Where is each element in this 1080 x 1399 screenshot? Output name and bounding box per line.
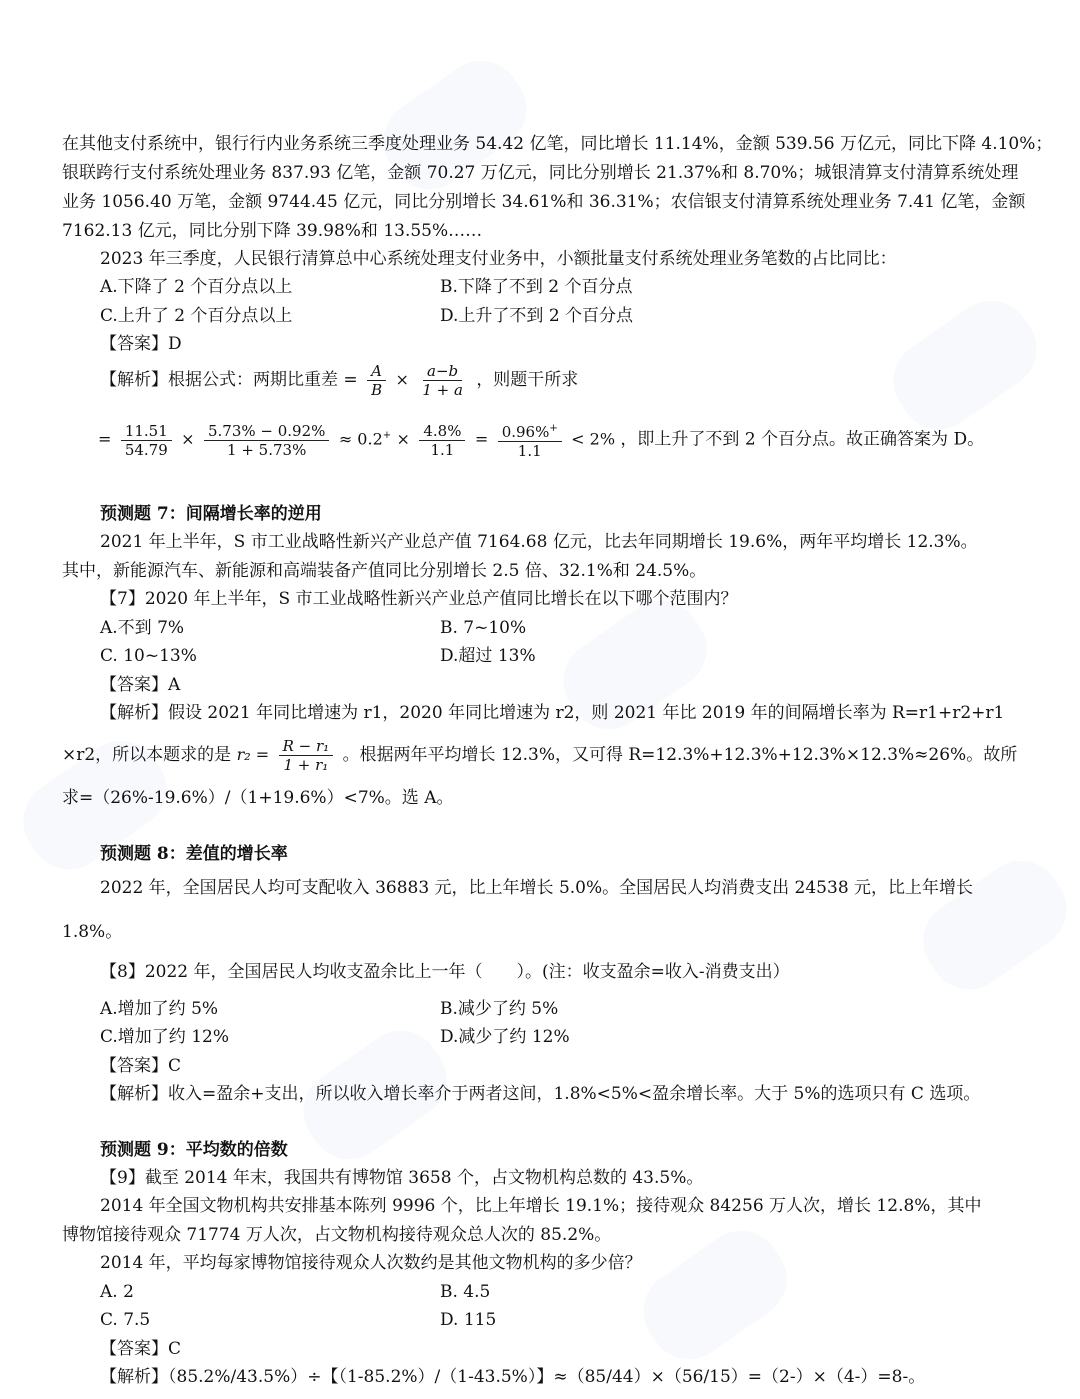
paragraph-line: 2021 年上半年，S 市工业战略性新兴产业总产值 7164.68 亿元，比去年同期增长 19.6%，两年平均增长 12.3%。 [100, 532, 978, 552]
paragraph-line: 博物馆接待观众 71774 万人次，占文物机构接待观众总人次的 85.2%。 [62, 1225, 612, 1245]
times-sign: × [395, 370, 409, 389]
paragraph-line: 业务 1056.40 万笔，金额 9744.45 亿元，同比分别增长 34.61%和 36.31%；农信银支付清算系统处理业务 7.41 亿笔，金额 [62, 192, 1026, 212]
equals-sign: = [98, 429, 112, 449]
explanation-formula [100, 362, 578, 399]
fraction: $\frac{11.51}{54.79}$ [121, 422, 172, 459]
paragraph-line: 2022 年，全国居民人均可支配收入 36883 元，比上年增长 5.0%。全国居民人均消费支出 24538 元，比上年增长 [100, 878, 974, 898]
formula-lhs: r₂ = [236, 745, 270, 764]
explanation-line: 【解析】收入=盈余+支出，所以收入增长率介于两者这间，1.8%<5%<盈余增长率。大于 5%的选项只有 C 选项。 [100, 1084, 981, 1104]
watermark [908, 845, 1080, 1005]
explanation-text: ，即上升了不到 2 个百分点。故正确答案为 D。 [620, 429, 985, 450]
option-a: A.不到 7% [100, 618, 185, 638]
approx-value: ≈ 0.2 [338, 429, 383, 449]
option-d: D.减少了约 12% [440, 1027, 570, 1047]
explanation-text: 【解析】根据公式：两期比重差 = [100, 370, 358, 390]
fraction: $\frac{\text{R − r₁}}{\text{1 + r₁}}$ [279, 737, 334, 774]
times-sign: × [396, 429, 410, 449]
option-a: A.下降了 2 个百分点以上 [100, 277, 293, 297]
answer: 【答案】C [100, 1339, 182, 1359]
explanation-line [62, 737, 1017, 774]
paragraph-line: 其中，新能源汽车、新能源和高端装备产值同比分别增长 2.5 倍、32.1%和 24.5%。 [62, 561, 707, 581]
explanation-line: 【解析】（85.2%/43.5%）÷【（1-85.2%）/（1-43.5%）】≈（85/44）×（56/15）=（2-）×（4-）=8-。 [100, 1367, 926, 1387]
paragraph-line: 2014 年全国文物机构共安排基本陈列 9996 个，比上年增长 19.1%；接待观众 84256 万人次，增长 12.8%，其中 [100, 1196, 982, 1216]
fraction: $\frac{a-b}{1 + a}$ [422, 362, 463, 399]
explanation-text: 。根据两年平均增长 12.3%，又可得 R=12.3%+12.3%+12.3%×12.3%≈26%。故所 [342, 745, 1018, 765]
question-stem: 【7】2020 年上半年，S 市工业战略性新兴产业总产值同比增长在以下哪个范围内？ [100, 589, 738, 609]
paragraph-line: 7162.13 亿元，同比分别下降 39.98%和 13.55%…… [62, 221, 483, 241]
explanation-line: 【解析】假设 2021 年同比增速为 r1，2020 年同比增速为 r2，则 2021 年比 2019 年的间隔增长率为 R=r1+r2+r1 [100, 703, 1005, 723]
option-a: A.增加了约 5% [100, 999, 219, 1019]
watermark [628, 1215, 802, 1375]
fraction: $\frac{4.8\%}{1.1}$ [419, 422, 465, 459]
section-title: 预测题 7：间隔增长率的逆用 [100, 504, 322, 524]
fraction: $\frac{5.73\% - 0.92\%}{1 + 5.73\%}$ [204, 422, 329, 459]
option-c: C.上升了 2 个百分点以上 [100, 306, 293, 326]
option-d: D. 115 [440, 1310, 497, 1330]
superscript: + [382, 429, 392, 441]
equals-sign: = [474, 429, 489, 449]
option-b: B.减少了约 5% [440, 999, 559, 1019]
paragraph-line: 1.8%。 [62, 922, 123, 942]
paragraph-line: 银联跨行支付系统处理业务 837.93 亿笔，金额 70.27 万亿元，同比分别增长 21.37%和 8.70%；城银清算支付清算系统处理 [62, 163, 1019, 183]
option-c: C.增加了约 12% [100, 1027, 229, 1047]
option-b: B. 7~10% [440, 618, 527, 638]
option-b: B. 4.5 [440, 1282, 491, 1302]
section-title: 预测题 8：差值的增长率 [100, 844, 288, 864]
question-stem: 【8】2022 年，全国居民人均收支盈余比上一年（ ）。(注：收支盈余=收入-消费支出） [100, 962, 790, 982]
question-stem: 2023 年三季度，人民银行清算总中心系统处理支付业务中，小额批量支付系统处理业务笔数的占比同比： [100, 249, 897, 269]
option-a: A. 2 [100, 1282, 134, 1302]
answer: 【答案】A [100, 675, 181, 695]
option-c: C. 10~13% [100, 646, 197, 666]
question-stem: 【9】截至 2014 年末，我国共有博物馆 3658 个，占文物机构总数的 43.5%。 [100, 1168, 704, 1188]
option-d: D.超过 13% [440, 646, 536, 666]
question-stem: 2014 年，平均每家博物馆接待观众人次数约是其他文物机构的多少倍？ [100, 1253, 642, 1273]
answer: 【答案】C [100, 1056, 182, 1076]
explanation-text: ×r2，所以本题求的是 [62, 745, 232, 765]
fraction: $\frac{A}{B}$ [367, 362, 386, 399]
explanation-text: ，则题干所求 [476, 370, 579, 390]
answer: 【答案】D [100, 334, 182, 354]
explanation-line: 求=（26%-19.6%）/（1+19.6%）<7%。选 A。 [62, 788, 454, 808]
option-b: B.下降了不到 2 个百分点 [440, 277, 633, 297]
option-c: C. 7.5 [100, 1310, 151, 1330]
fraction: $\frac{0.96\%^+}{1.1}$ [498, 420, 562, 460]
times-sign: × [181, 429, 195, 449]
explanation-calculation [98, 420, 984, 460]
less-than: < 2% [571, 429, 616, 449]
option-d: D.上升了不到 2 个百分点 [440, 306, 634, 326]
paragraph-line: 在其他支付系统中，银行行内业务系统三季度处理业务 54.42 亿笔，同比增长 11.14%，金额 539.56 万亿元，同比下降 4.10%； [62, 134, 1053, 154]
section-title: 预测题 9：平均数的倍数 [100, 1140, 288, 1160]
